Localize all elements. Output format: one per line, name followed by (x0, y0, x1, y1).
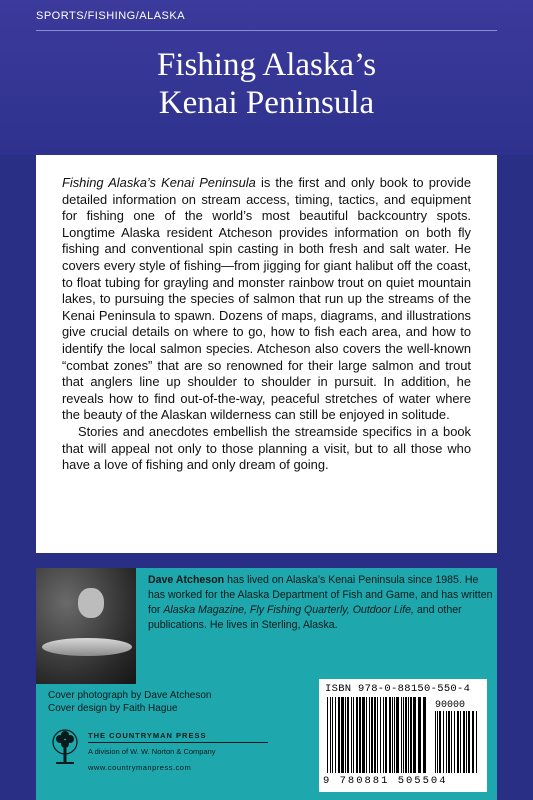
barcode-icon (323, 697, 483, 775)
barcode-bar (377, 697, 378, 773)
barcode-bar (330, 697, 331, 773)
addon-bar (446, 711, 447, 773)
ean-text: 9 780881 505504 (323, 775, 448, 787)
barcode-bar (327, 697, 328, 773)
description-text (36, 155, 497, 474)
author-publications: Alaska Magazine, Fly Fishing Quarterly, Outdoor Life, (163, 604, 414, 616)
barcode-bar (380, 697, 381, 773)
barcode-bar (338, 697, 340, 773)
title-line-2: Kenai Peninsula (158, 85, 375, 121)
barcode-bars (323, 697, 483, 775)
barcode-bar (374, 697, 376, 773)
addon-bar (468, 711, 470, 773)
author-photo (36, 568, 136, 684)
barcode-bar (405, 697, 407, 773)
addon-bar (435, 711, 436, 773)
header-rule (36, 30, 497, 31)
price-code-text: 90000 (435, 700, 466, 711)
addon-bar (466, 711, 467, 773)
description-body-1: is the first and only book to provide detailed information on stream access, timing, tactics, and equipment for fishing one of the world’s most beautiful backcountry spots. Longtime Alaska resident Atcheson provides information on both fly fishing and conventional spin casting in both fresh and salt water. He covers every style of fishing—from jigging for giant halibut off the coast, to float tubing for grayling and monster rainbow trout on quiet mountain lakes, to pursuing the species of salmon that run up the streams of the Kenai Peninsula to spawn. Dozens of maps, diagrams, and illustrations give crucial details on where to go, how to fish each area, and how to identify the local salmon species. Atcheson also covers the well-known “combat zones” that are so renowned for their large salmon and trout that anglers line up shoulder to shoulder in pursuit. In addition, he reveals how to find out-of-the-way, peaceful stretches of water where the beauty of the Alaskan wilderness can still be enjoyed in solitude. (62, 175, 471, 423)
barcode-bar (392, 697, 393, 773)
addon-bar (454, 711, 455, 773)
publisher-block (50, 728, 290, 778)
publisher-name: THE COUNTRYMAN PRESS (88, 731, 207, 740)
category-label: SPORTS/FISHING/ALASKA (36, 10, 186, 22)
barcode-bar (418, 697, 421, 773)
barcode-bar (359, 697, 361, 773)
addon-bar (448, 711, 450, 773)
addon-bar (472, 711, 474, 773)
barcode-bar (385, 697, 387, 773)
barcode-bar (371, 697, 373, 773)
barcode-bar (408, 697, 409, 773)
barcode-bar (366, 697, 367, 773)
barcode-bar (369, 697, 370, 773)
barcode-bar (423, 697, 426, 773)
barcode-bar (413, 697, 416, 773)
author-panel (36, 568, 497, 800)
addon-bar (443, 711, 444, 773)
barcode-bar (341, 697, 344, 773)
barcode-bar (356, 697, 358, 773)
author-bio-part-2: and other publications. He lives in Sterling, Alaska. (148, 604, 462, 631)
book-title (36, 46, 497, 122)
publisher-division: A division of W. W. Norton & Company (88, 747, 216, 756)
barcode-bar (394, 697, 395, 773)
author-name: Dave Atcheson (148, 574, 225, 586)
addon-bar (476, 711, 477, 773)
description-book-title: Fishing Alaska’s Kenai Peninsula (62, 175, 256, 190)
cover-credits (48, 689, 211, 715)
barcode-bar (353, 697, 354, 773)
addon-bar (457, 711, 459, 773)
description-paragraph-2: Stories and anecdotes embellish the streamside specifics in a book that will appeal not only to those planning a visit, but to all those who have a love of fishing and only dream of going. (62, 423, 471, 473)
addon-bar (463, 711, 465, 773)
barcode-bar (396, 697, 399, 773)
description-panel (36, 155, 497, 553)
author-bio-part-1: has lived on Alaska’s Kenai Peninsula since 1985. He has worked for the Alaska Department of Fish and Game, and has written for (148, 574, 493, 616)
tree-logo-icon (50, 728, 80, 772)
barcode-bar (403, 697, 404, 773)
author-face (78, 588, 104, 618)
fish-image (42, 638, 132, 656)
addon-bar (437, 711, 438, 773)
barcode-bar (351, 697, 352, 773)
isbn-text: ISBN 978-0-88150-550-4 (325, 683, 471, 695)
barcode-bar (410, 697, 412, 773)
barcode-bar (401, 697, 402, 773)
author-bio (148, 573, 493, 633)
barcode-bar (332, 697, 333, 773)
barcode-bar (389, 697, 391, 773)
title-line-1: Fishing Alaska’s (156, 47, 377, 83)
addon-bar (451, 711, 452, 773)
cover-header (0, 0, 533, 155)
barcode-bar (345, 697, 346, 773)
publisher-url: www.countrymanpress.com (88, 763, 192, 772)
barcode-block (319, 679, 487, 792)
barcode-bar (362, 697, 365, 773)
addon-bar (460, 711, 461, 773)
addon-bar (439, 711, 441, 773)
photo-credit: Cover photograph by Dave Atcheson (48, 690, 212, 701)
barcode-bar (347, 697, 349, 773)
description-paragraph-1 (62, 175, 471, 424)
barcode-bar (335, 697, 336, 773)
publisher-rule (88, 742, 268, 743)
design-credit: Cover design by Faith Hague (48, 703, 178, 714)
barcode-bar (383, 697, 384, 773)
